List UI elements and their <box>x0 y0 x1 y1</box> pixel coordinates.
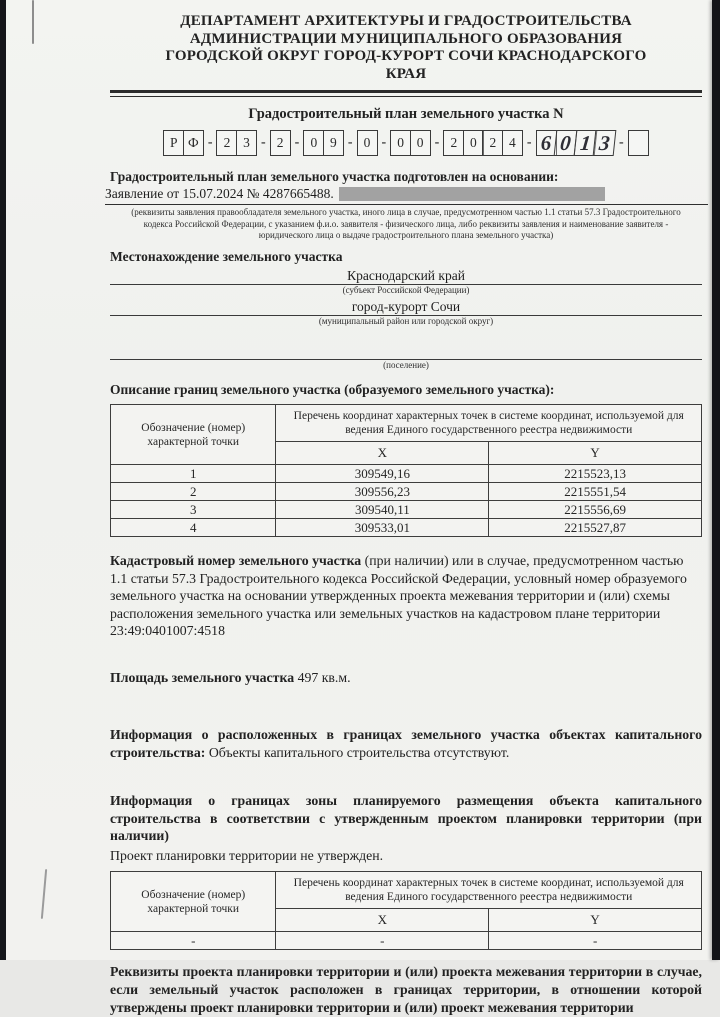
docnum-separator: - <box>526 135 532 150</box>
docnum-cell: 4 <box>502 130 523 156</box>
scan-artifact-line <box>32 0 34 44</box>
docnum-cell: 2 <box>216 130 237 156</box>
location-label: Местонахождение земельного участка <box>110 248 343 264</box>
header-cell-point: Обозначение (номер) характерной точки <box>111 405 276 465</box>
field-caption-settlement: (поселение) <box>383 359 429 370</box>
table-cell: 2215527,87 <box>489 519 702 537</box>
table-row <box>111 483 702 501</box>
capital-objects-label: Информация о расположенных в границах земельного участка объектах капитального строительства: <box>110 727 702 760</box>
docnum-cell: 0 <box>390 130 411 156</box>
table-row <box>111 465 702 483</box>
cadastral-text: (при наличии) или в случае, предусмотренном частью 1.1 статьи 57.3 Градостроительного кодекса Российской Федерации, условный номер образуемого земельного участка на основании утвержденных проекта межевания территории и (или) схемы расположения земельного участка или земельных участков на кадастровом плане территории 23:49:0401007:4518 <box>110 553 687 638</box>
boundaries-label: Описание границ земельного участка (образуемого земельного участка): <box>110 382 555 397</box>
header-cell-y: Y <box>489 442 702 465</box>
docnum-group <box>443 130 523 156</box>
basis-value-line <box>105 186 708 205</box>
scan-border-left <box>0 0 6 960</box>
header-cell-coords: Перечень координат характерных точек в системе координат, используемой для ведения Единого государственного реестра недвижимости <box>276 405 702 442</box>
location-field-subject <box>110 268 702 297</box>
planning-zone-rows <box>111 932 702 950</box>
docnum-cell <box>628 130 649 156</box>
header-cell-point: Обозначение (номер) характерной точки <box>111 872 276 932</box>
docnum-cell: Р <box>163 130 184 156</box>
docnum-cell-handwritten: 6 <box>536 130 557 156</box>
planning-zone-note: Проект планировки территории не утвержден. <box>110 847 384 863</box>
department-header-line: КРАЯ <box>385 65 427 82</box>
header-cell-coords: Перечень координат характерных точек в системе координат, используемой для ведения Единого государственного реестра недвижимости <box>276 872 702 909</box>
area-label: Площадь земельного участка <box>110 669 295 685</box>
docnum-group <box>270 130 291 156</box>
boundary-points-rows <box>111 465 702 537</box>
docnum-group <box>536 130 616 156</box>
department-header-line: ГОРОДСКОЙ ОКРУГ ГОРОД-КУРОРТ СОЧИ КРАСНОДАРСКОГО <box>165 48 647 64</box>
table-cell: 309533,01 <box>276 519 489 537</box>
location-field-settlement <box>110 343 702 372</box>
docnum-cell: 2 <box>443 130 464 156</box>
table-row <box>111 519 702 537</box>
document-content <box>105 0 702 1017</box>
docnum-group <box>216 130 257 156</box>
header-cell-x: X <box>276 442 489 465</box>
docnum-cell: 0 <box>463 130 484 156</box>
table-row <box>111 932 702 950</box>
docnum-cell-handwritten: 0 <box>554 130 578 156</box>
docnum-separator: - <box>619 135 624 150</box>
docnum-group <box>628 130 649 156</box>
scan-artifact-mark <box>41 869 47 919</box>
table-cell: - <box>276 932 489 950</box>
capital-objects-text: Объекты капитального строительства отсутствуют. <box>208 744 510 760</box>
field-value-subject: Краснодарский край <box>110 268 702 285</box>
docnum-separator: - <box>260 135 266 150</box>
docnum-separator: - <box>294 135 300 150</box>
table-cell: 2215556,69 <box>489 501 702 519</box>
cadastral-paragraph <box>110 552 702 640</box>
planning-zone-table <box>110 871 702 950</box>
docnum-cell: 3 <box>236 130 257 156</box>
field-value-district: город-курорт Сочи <box>110 299 702 316</box>
basis-value-text: Заявление от 15.07.2024 № 4287665488. <box>105 186 334 201</box>
table-cell: - <box>489 932 702 950</box>
basis-label: Градостроительный план земельного участка подготовлен на основании: <box>110 169 559 184</box>
scan-border-right <box>712 0 720 960</box>
field-caption-district: (муниципальный район или городской округ) <box>318 316 494 326</box>
department-header-line: АДМИНИСТРАЦИИ МУНИЦИПАЛЬНОГО ОБРАЗОВАНИЯ <box>189 30 623 47</box>
document-number-boxes <box>110 129 702 157</box>
docnum-cell: 9 <box>323 130 344 156</box>
docnum-cell: Ф <box>183 130 204 156</box>
docnum-separator: - <box>434 135 440 150</box>
docnum-cell-handwritten: 3 <box>593 130 617 156</box>
table-cell: 309540,11 <box>276 501 489 519</box>
header-cell-y: Y <box>489 909 702 932</box>
area-unit: кв.м. <box>321 669 351 685</box>
docnum-cell-handwritten: 1 <box>573 130 597 156</box>
redaction-box <box>339 187 605 201</box>
table-cell: 309556,23 <box>276 483 489 501</box>
table-cell: 2215551,54 <box>489 483 702 501</box>
department-header-line: ДЕПАРТАМЕНТ АРХИТЕКТУРЫ И ГРАДОСТРОИТЕЛЬСТВА <box>180 13 632 29</box>
docnum-cell: 0 <box>410 130 431 156</box>
table-row <box>111 501 702 519</box>
table-header-row <box>111 872 702 909</box>
boundary-points-table <box>110 404 702 537</box>
area-value: 497 <box>297 669 319 685</box>
docnum-cell: 2 <box>270 130 291 156</box>
table-cell: 309549,16 <box>276 465 489 483</box>
area-line <box>110 669 702 687</box>
docnum-separator: - <box>207 135 213 150</box>
docnum-cell: 0 <box>357 130 378 156</box>
table-cell: 2215523,13 <box>489 465 702 483</box>
document-title: Градостроительный план земельного участка N <box>248 106 564 122</box>
docnum-cell: 2 <box>482 130 503 156</box>
basis-caption: (реквизиты заявления правообладателя земельного участка, иного лица в случае, предусмотренном частью 1.1 статьи 57.3 Градостроительного кодекса Российской Федерации, с указанием ф.и.о. заявителя - физического лица, либо реквизиты заявления и наименование заявителя - юридического лица о выдаче градостроительного плана земельного участка) <box>131 207 681 240</box>
table-cell: - <box>111 932 276 950</box>
planning-zone-label: Информация о границах зоны планируемого размещения объекта капитального строительства в соответствии с утвержденным проектом планировки территории (при наличии) <box>110 793 702 843</box>
docnum-separator: - <box>347 135 353 150</box>
field-value-settlement <box>110 343 702 360</box>
docnum-cell: 0 <box>303 130 324 156</box>
docnum-separator: - <box>381 135 387 150</box>
capital-objects-paragraph <box>110 726 702 761</box>
department-header <box>110 13 702 83</box>
docnum-group <box>357 130 378 156</box>
table-cell: 2 <box>111 483 276 501</box>
requisites-paragraph: Реквизиты проекта планировки территории и (или) проекта межевания территории в случае, если земельный участок расположен в границах территории, в отношении которой утверждены проект планировки территории и (или) проект межевания территории <box>110 964 702 1015</box>
docnum-group <box>390 130 431 156</box>
docnum-group <box>163 130 204 156</box>
table-header-row <box>111 405 702 442</box>
table-cell: 1 <box>111 465 276 483</box>
header-cell-x: X <box>276 909 489 932</box>
header-divider <box>110 90 702 97</box>
docnum-group <box>303 130 344 156</box>
table-cell: 4 <box>111 519 276 537</box>
location-field-district <box>110 299 702 328</box>
cadastral-label: Кадастровый номер земельного участка <box>110 553 362 568</box>
field-caption-subject: (субъект Российской Федерации) <box>342 284 470 295</box>
table-cell: 3 <box>111 501 276 519</box>
